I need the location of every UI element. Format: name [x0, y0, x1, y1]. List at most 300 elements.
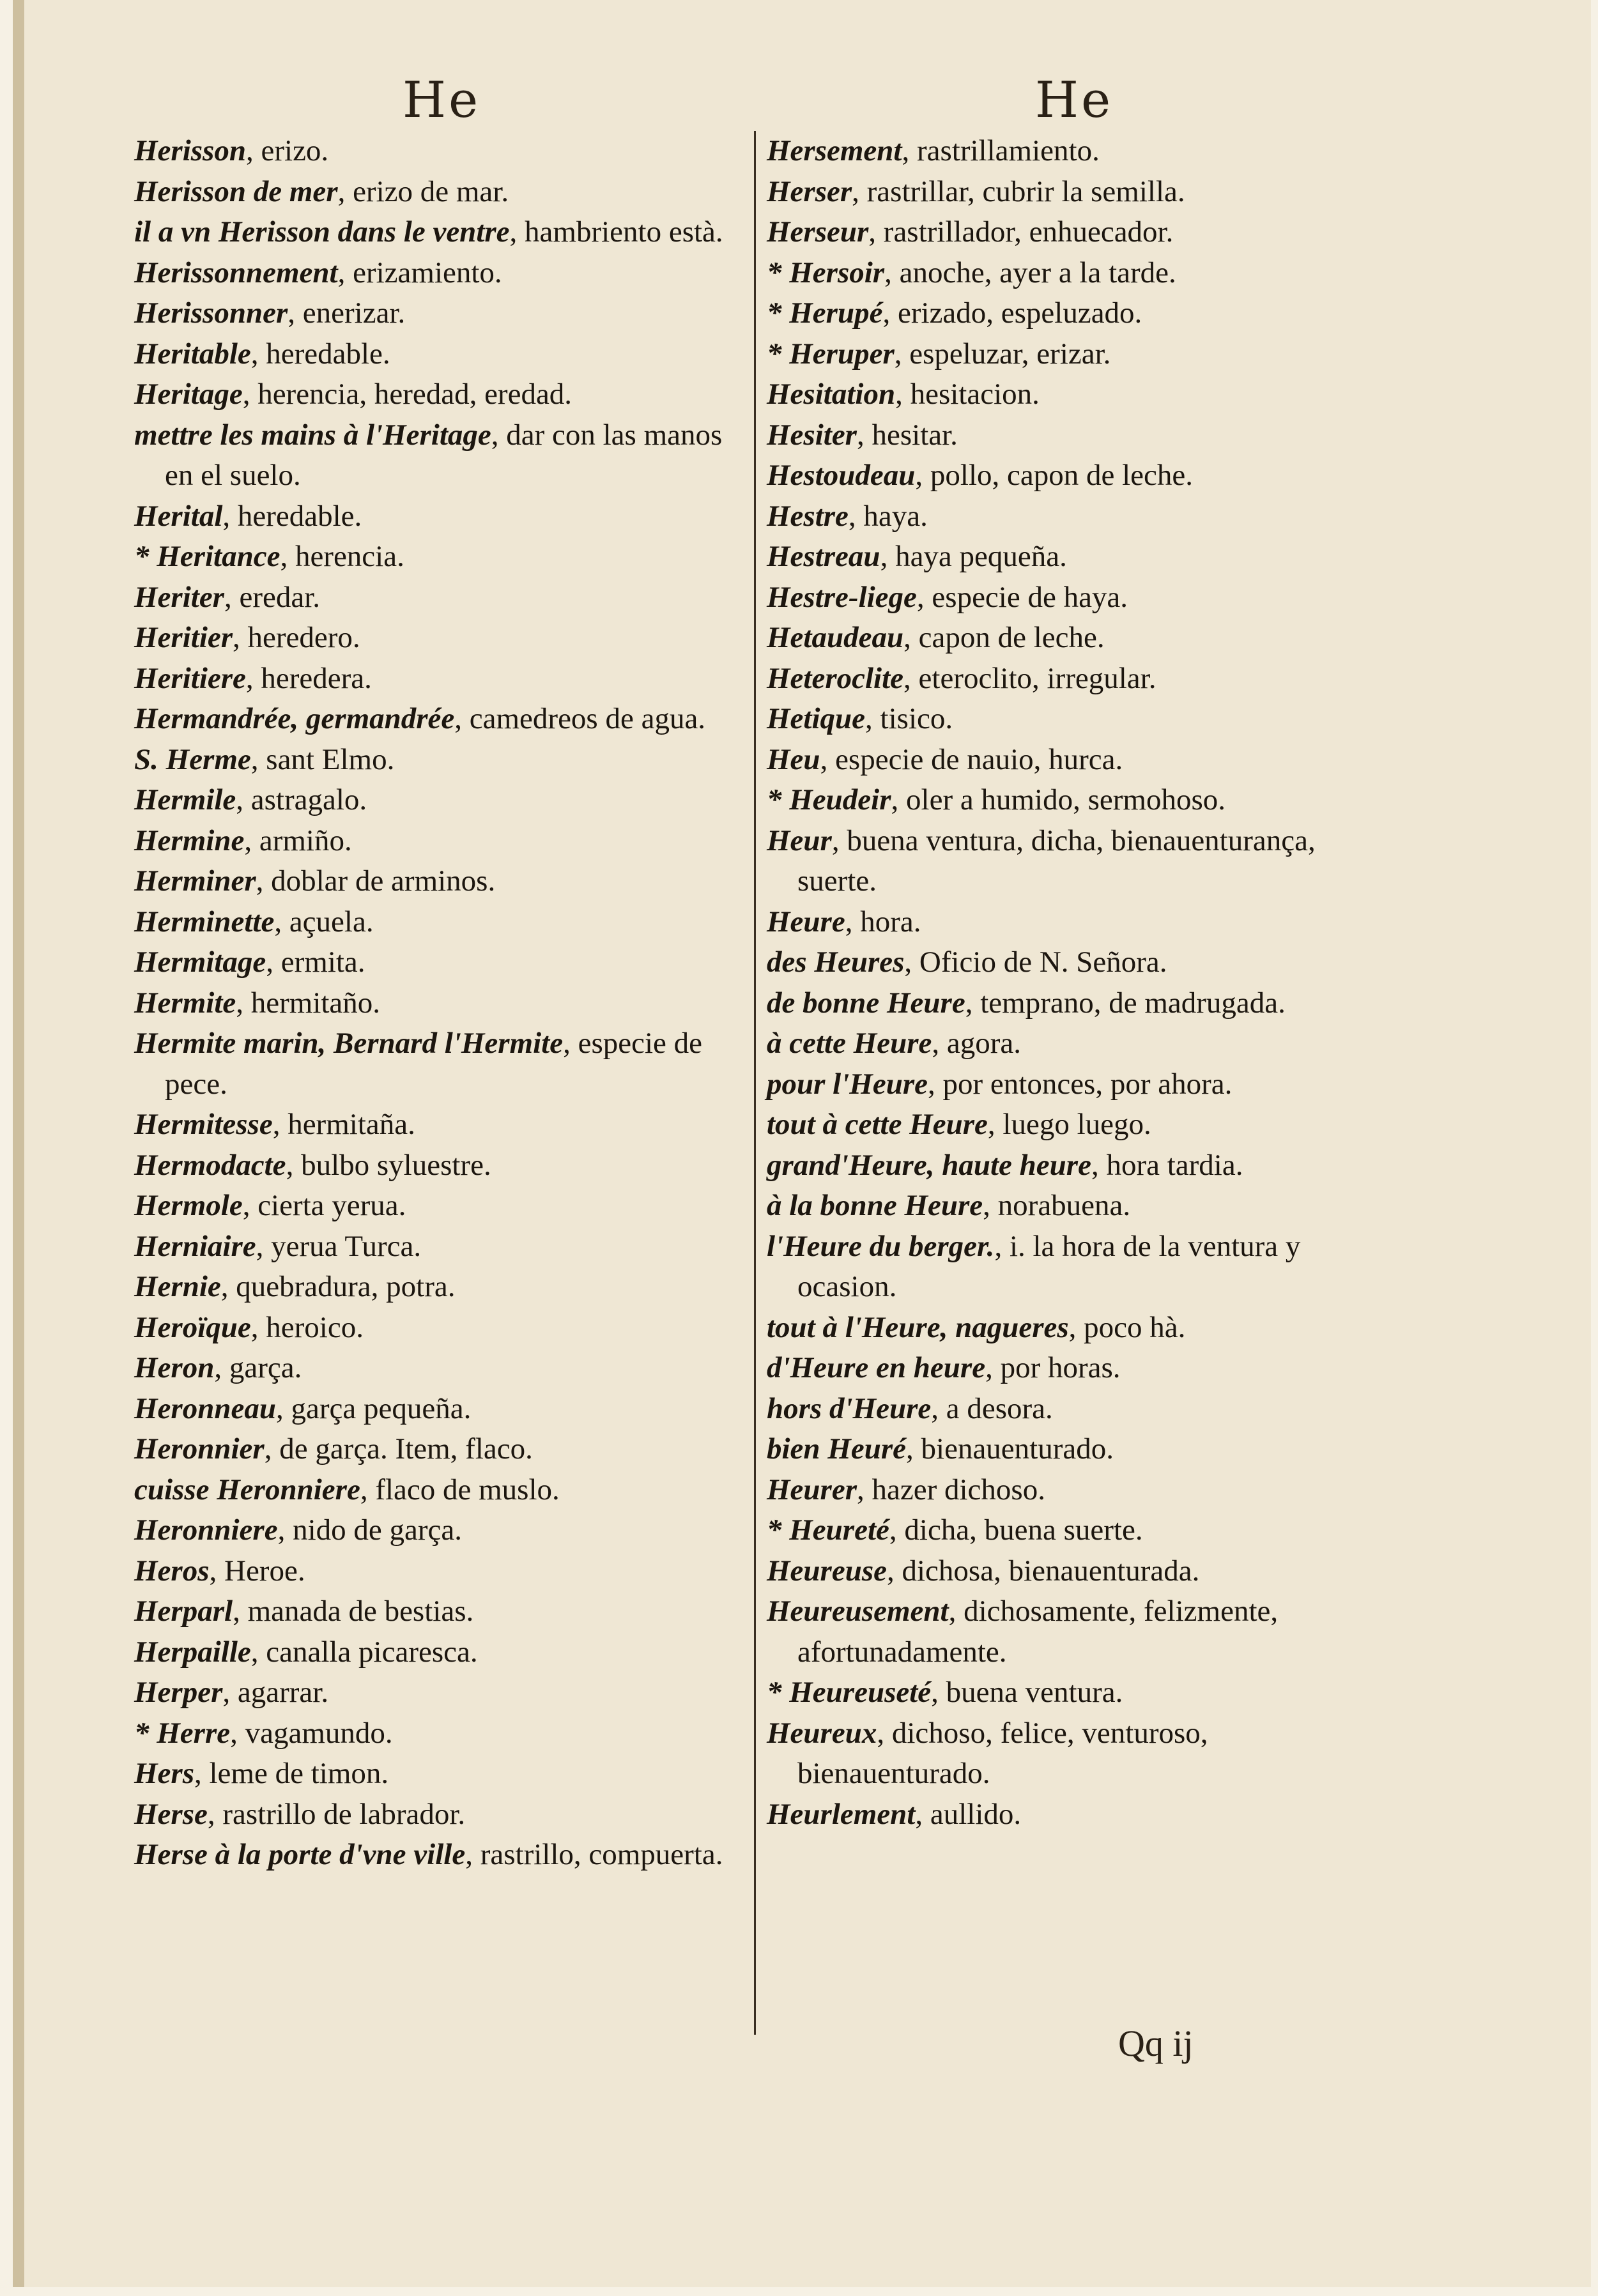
dictionary-entry — [767, 293, 1377, 334]
entry-translation: a desora. — [946, 1391, 1053, 1425]
entry-headword: tout à cette Heure — [767, 1108, 988, 1141]
entry-translation: dicha, buena suerte. — [904, 1513, 1143, 1547]
entry-separator: , — [276, 1391, 291, 1425]
entry-translation: manada de bestias. — [247, 1595, 474, 1628]
entry-headword: des Heures — [767, 945, 905, 979]
entry-headword: Hermine — [134, 823, 245, 857]
entry-headword: Hermole — [134, 1189, 243, 1222]
column-divider — [754, 131, 756, 2035]
dictionary-entry — [767, 1795, 1377, 1835]
entry-headword: Heure — [767, 905, 845, 938]
entry-headword: Hermite marin, Bernard l'Hermite — [134, 1027, 564, 1060]
entry-headword: S. Herme — [134, 742, 251, 776]
entry-headword: Hesitation — [767, 378, 896, 411]
entry-separator: , — [915, 459, 930, 492]
dictionary-entry — [767, 1389, 1377, 1430]
entry-separator: , — [1068, 1310, 1084, 1344]
entry-headword: Heriter — [134, 580, 224, 614]
entry-separator: , — [852, 174, 867, 208]
dictionary-entry — [767, 496, 1377, 537]
entry-headword: Hermandrée, germandrée — [134, 702, 455, 735]
entry-translation: aullido. — [930, 1797, 1022, 1831]
dictionary-entry — [767, 334, 1377, 375]
entry-headword: Heritier — [134, 621, 233, 654]
entry-separator: , — [194, 1757, 210, 1790]
entry-headword: Heur — [767, 823, 832, 857]
entry-translation: hermitaña. — [288, 1108, 415, 1141]
dictionary-entry — [134, 1754, 748, 1795]
entry-translation: erizamiento. — [353, 256, 502, 289]
entry-headword: Heritiere — [134, 661, 246, 695]
dictionary-entry — [767, 942, 1377, 983]
entry-headword: Herisson — [134, 134, 246, 167]
dictionary-entry — [767, 1227, 1377, 1308]
entry-headword: Hesiter — [767, 418, 857, 452]
entry-translation: hermitaño. — [250, 986, 381, 1020]
entry-translation: dichosa, bienauenturada. — [902, 1554, 1200, 1588]
entry-separator: , — [904, 945, 919, 979]
entry-translation: erizo. — [261, 134, 329, 167]
entry-translation: rastrillamiento. — [916, 134, 1100, 167]
dictionary-entry — [767, 659, 1377, 700]
entry-separator: , — [224, 580, 240, 614]
entry-separator: , — [902, 134, 917, 167]
entry-translation: especie de haya. — [932, 580, 1128, 614]
entry-separator: , — [233, 621, 248, 654]
entry-headword: Herser — [767, 174, 852, 208]
entry-translation: doblar de arminos. — [271, 864, 496, 898]
dictionary-entry — [134, 618, 748, 659]
entry-headword: Herisson de mer — [134, 174, 338, 208]
entry-separator: , — [903, 621, 919, 654]
dictionary-entry — [767, 374, 1377, 415]
entry-headword: * Heureté — [767, 1513, 889, 1547]
entry-separator: , — [877, 1716, 892, 1750]
entry-translation: bienauenturado. — [921, 1432, 1114, 1466]
entry-separator: , — [250, 742, 266, 776]
entry-separator: , — [233, 1595, 248, 1628]
dictionary-entry — [134, 1308, 748, 1349]
entry-headword: Heronneau — [134, 1391, 276, 1425]
entry-translation: haya pequeña. — [895, 540, 1067, 573]
entry-headword: Herseur — [767, 215, 869, 249]
dictionary-entry — [134, 212, 748, 253]
dictionary-entry — [134, 415, 748, 496]
dictionary-entry — [767, 821, 1377, 902]
dictionary-entry — [767, 983, 1377, 1024]
entry-translation: hambriento està. — [525, 215, 723, 249]
entry-translation: rastrillar, cubrir la semilla. — [866, 174, 1185, 208]
entry-headword: grand'Heure, haute heure — [767, 1148, 1091, 1182]
dictionary-entry — [134, 1713, 748, 1754]
entry-separator: , — [882, 296, 898, 330]
entry-headword: * Heritance — [134, 540, 280, 573]
entry-separator: , — [848, 499, 864, 533]
entry-headword: Hestre-liege — [767, 580, 917, 614]
running-head-right: He — [1035, 72, 1114, 129]
entry-separator: , — [209, 1554, 224, 1588]
entry-translation: oler a humido, sermohoso. — [906, 783, 1225, 816]
entry-headword: Herpaille — [134, 1635, 251, 1669]
entry-translation: eredar. — [239, 580, 321, 614]
entry-separator: , — [337, 256, 353, 289]
dictionary-entry — [767, 1308, 1377, 1349]
entry-headword: Herniaire — [134, 1229, 256, 1263]
entry-headword: Heros — [134, 1554, 210, 1588]
entry-headword: Heronniere — [134, 1513, 278, 1547]
entry-headword: Herminer — [134, 864, 256, 898]
dictionary-entry — [134, 740, 748, 781]
entry-translation: especie de nauio, hurca. — [835, 742, 1123, 776]
entry-headword: Hetique — [767, 702, 866, 735]
entry-headword: Hestre — [767, 499, 849, 533]
dictionary-entry — [134, 537, 748, 578]
dictionary-entry — [767, 1064, 1377, 1105]
entry-headword: Hestoudeau — [767, 459, 916, 492]
entry-translation: erizo de mar. — [353, 174, 509, 208]
dictionary-entry — [134, 1672, 748, 1713]
entry-headword: Heurer — [767, 1473, 857, 1506]
entry-translation: leme de timon. — [209, 1757, 389, 1790]
entry-headword: hors d'Heure — [767, 1391, 932, 1425]
entry-translation: rastrillo de labrador. — [222, 1797, 466, 1831]
entry-translation: buena ventura, dicha, bienauenturança, suerte. — [797, 823, 1316, 898]
entry-separator: , — [903, 661, 919, 695]
dictionary-entry — [134, 1551, 748, 1592]
dictionary-entry — [134, 1348, 748, 1389]
signature-mark: Qq ij — [1118, 2023, 1194, 2064]
entry-separator: , — [236, 986, 251, 1020]
entry-separator: , — [454, 702, 470, 735]
dictionary-entry — [134, 172, 748, 213]
entry-translation: herencia. — [295, 540, 404, 573]
entry-translation: vagamundo. — [245, 1716, 393, 1750]
entry-translation: heredable. — [237, 499, 362, 533]
entry-separator: , — [865, 702, 880, 735]
entry-headword: Heureux — [767, 1716, 877, 1750]
entry-separator: , — [932, 1027, 947, 1060]
entry-headword: Hermitesse — [134, 1108, 273, 1141]
entry-separator: , — [277, 1513, 293, 1547]
dictionary-entry — [134, 496, 748, 537]
entry-translation: heredable. — [266, 337, 390, 371]
entry-separator: , — [272, 1108, 288, 1141]
entry-translation: agora. — [946, 1027, 1022, 1060]
dictionary-entry — [134, 1105, 748, 1145]
entry-headword: Heureusement — [767, 1595, 949, 1628]
dictionary-entry — [767, 455, 1377, 496]
entry-translation: sant Elmo. — [266, 742, 395, 776]
dictionary-entry — [134, 1429, 748, 1470]
entry-separator: , — [983, 1189, 998, 1222]
entry-translation: heroico. — [266, 1310, 364, 1344]
entry-headword: Hermodacte — [134, 1148, 286, 1182]
entry-translation: por entonces, por ahora. — [942, 1067, 1233, 1101]
entry-separator: , — [244, 823, 259, 857]
entry-headword: à la bonne Heure — [767, 1189, 983, 1222]
entry-headword: Hers — [134, 1757, 194, 1790]
entry-headword: * Heruper — [767, 337, 895, 371]
entry-translation: quebradura, potra. — [236, 1270, 456, 1303]
entry-separator: , — [491, 418, 507, 452]
dictionary-entry — [767, 1186, 1377, 1227]
dictionary-entry — [134, 983, 748, 1024]
dictionary-entry — [767, 1470, 1377, 1511]
entry-separator: , — [1091, 1148, 1107, 1182]
entry-translation: temprano, de madrugada. — [980, 986, 1286, 1020]
entry-translation: flaco de muslo. — [375, 1473, 560, 1506]
entry-headword: bien Heuré — [767, 1432, 907, 1466]
entry-translation: especie de pece. — [165, 1027, 702, 1101]
entry-headword: Heronnier — [134, 1432, 265, 1466]
entry-translation: i. la hora de la ventura y ocasion. — [797, 1229, 1301, 1303]
entry-separator: , — [274, 905, 289, 938]
entry-separator: , — [889, 1513, 905, 1547]
dictionary-entry — [134, 1023, 748, 1105]
entry-translation: enerizar. — [302, 296, 406, 330]
left-column — [134, 131, 748, 1876]
entry-headword: Herital — [134, 499, 223, 533]
entry-headword: * Herupé — [767, 296, 883, 330]
entry-translation: Oficio de N. Señora. — [919, 945, 1167, 979]
dictionary-entry — [134, 374, 748, 415]
entry-separator: , — [868, 215, 884, 249]
entry-separator: , — [360, 1473, 376, 1506]
entry-separator: , — [831, 823, 847, 857]
entry-headword: cuisse Heronniere — [134, 1473, 360, 1506]
dictionary-entry — [134, 1470, 748, 1511]
entry-headword: Heteroclite — [767, 661, 904, 695]
entry-translation: hora tardia. — [1106, 1148, 1243, 1182]
entry-headword: Heroïque — [134, 1310, 251, 1344]
entry-translation: yerua Turca. — [271, 1229, 422, 1263]
entry-translation: eteroclito, irregular. — [918, 661, 1156, 695]
dictionary-entry — [134, 1267, 748, 1308]
entry-separator: , — [985, 1351, 1001, 1384]
dictionary-entry — [134, 131, 748, 172]
dictionary-entry — [767, 1713, 1377, 1795]
dictionary-entry — [134, 1591, 748, 1632]
dictionary-entry — [767, 172, 1377, 213]
entry-headword: l'Heure du berger. — [767, 1229, 995, 1263]
entry-translation: canalla picaresca. — [266, 1635, 478, 1669]
entry-headword: Herparl — [134, 1595, 233, 1628]
entry-headword: Herissonnement — [134, 256, 338, 289]
entry-separator: , — [250, 337, 266, 371]
dictionary-entry — [767, 253, 1377, 294]
entry-separator: , — [965, 986, 981, 1020]
entry-translation: rastrillador, enhuecador. — [883, 215, 1174, 249]
entry-headword: pour l'Heure — [767, 1067, 928, 1101]
entry-headword: Heureuse — [767, 1554, 887, 1588]
dictionary-entry — [134, 578, 748, 618]
dictionary-entry — [767, 1105, 1377, 1145]
entry-separator: , — [222, 499, 238, 533]
entry-translation: tisico. — [880, 702, 953, 735]
entry-separator: , — [563, 1027, 578, 1060]
dictionary-entry — [767, 740, 1377, 781]
dictionary-entry — [767, 1023, 1377, 1064]
dictionary-entry — [134, 659, 748, 700]
entry-translation: cierta yerua. — [257, 1189, 406, 1222]
entry-separator: , — [288, 296, 303, 330]
entry-separator: , — [891, 783, 907, 816]
dictionary-entry — [767, 1672, 1377, 1713]
entry-separator: , — [220, 1270, 236, 1303]
dictionary-entry — [767, 537, 1377, 578]
entry-headword: Herper — [134, 1676, 223, 1709]
dictionary-entry — [134, 861, 748, 902]
entry-headword: Heurlement — [767, 1797, 916, 1831]
entry-headword: Hersement — [767, 134, 902, 167]
entry-headword: Hermile — [134, 783, 236, 816]
entry-headword: Heritage — [134, 378, 243, 411]
entry-headword: Hetaudeau — [767, 621, 904, 654]
entry-separator: , — [880, 540, 896, 573]
dictionary-entry — [767, 780, 1377, 821]
entry-translation: garça. — [229, 1351, 302, 1384]
entry-separator: , — [509, 215, 525, 249]
entry-separator: , — [987, 1108, 1003, 1141]
entry-translation: norabuena. — [997, 1189, 1131, 1222]
entry-translation: hora. — [860, 905, 921, 938]
dictionary-entry — [767, 1591, 1377, 1672]
dictionary-entry — [767, 1551, 1377, 1592]
entry-translation: dichosamente, felizmente, afortunadamente. — [797, 1595, 1279, 1669]
entry-separator: , — [222, 1676, 238, 1709]
dictionary-entry — [767, 578, 1377, 618]
entry-separator: , — [286, 1148, 302, 1182]
entry-headword: Heron — [134, 1351, 215, 1384]
dictionary-entry — [767, 1145, 1377, 1186]
entry-separator: , — [256, 864, 272, 898]
entry-translation: anoche, ayer a la tarde. — [899, 256, 1176, 289]
dictionary-entry — [767, 212, 1377, 253]
entry-translation: buena ventura. — [946, 1676, 1123, 1709]
dictionary-entry — [134, 1835, 748, 1876]
entry-separator: , — [250, 1310, 266, 1344]
entry-headword: Hestreau — [767, 540, 880, 573]
entry-headword: Heritable — [134, 337, 251, 371]
dictionary-entry — [134, 334, 748, 375]
dictionary-entry — [134, 253, 748, 294]
entry-separator: , — [242, 1189, 258, 1222]
entry-separator: , — [845, 905, 861, 938]
entry-translation: hazer dichoso. — [872, 1473, 1045, 1506]
dictionary-entry — [134, 902, 748, 943]
dictionary-entry — [134, 1795, 748, 1835]
entry-translation: por horas. — [1000, 1351, 1121, 1384]
entry-translation: garça pequeña. — [291, 1391, 472, 1425]
entry-separator: , — [916, 580, 932, 614]
entry-separator: , — [906, 1432, 921, 1466]
dictionary-entry — [767, 902, 1377, 943]
entry-separator: , — [280, 540, 295, 573]
entry-translation: luego luego. — [1003, 1108, 1151, 1141]
entry-translation: açuela. — [289, 905, 374, 938]
entry-separator: , — [266, 945, 281, 979]
dictionary-entry — [767, 699, 1377, 740]
entry-headword: * Heureuseté — [767, 1676, 932, 1709]
entry-separator: , — [948, 1595, 964, 1628]
entry-separator: , — [994, 1229, 1010, 1263]
dictionary-entry — [134, 780, 748, 821]
entry-translation: haya. — [863, 499, 928, 533]
dictionary-entry — [134, 1145, 748, 1186]
entry-separator: , — [230, 1716, 245, 1750]
dictionary-entry — [767, 1510, 1377, 1551]
entry-headword: Herse à la porte d'vne ville — [134, 1838, 466, 1871]
entry-translation: ermita. — [280, 945, 365, 979]
entry-headword: Herse — [134, 1797, 208, 1831]
dictionary-entry — [134, 821, 748, 862]
entry-separator: , — [264, 1432, 280, 1466]
dictionary-entry — [134, 1186, 748, 1227]
entry-headword: de bonne Heure — [767, 986, 965, 1020]
entry-headword: Herminette — [134, 905, 275, 938]
entry-translation: de garça. Item, flaco. — [279, 1432, 533, 1466]
entry-translation: dichoso, felice, venturoso, bienauenturado. — [797, 1716, 1208, 1790]
entry-separator: , — [250, 1635, 266, 1669]
running-head-left: He — [403, 72, 481, 129]
entry-separator: , — [337, 174, 353, 208]
entry-separator: , — [894, 337, 910, 371]
entry-separator: , — [856, 418, 872, 452]
dictionary-entry — [134, 1510, 748, 1551]
entry-headword: à cette Heure — [767, 1027, 932, 1060]
entry-headword: * Heudeir — [767, 783, 891, 816]
entry-separator: , — [820, 742, 836, 776]
entry-separator: , — [887, 1554, 902, 1588]
entry-separator: , — [245, 661, 261, 695]
dictionary-entry — [767, 1429, 1377, 1470]
entry-translation: astragalo. — [250, 783, 367, 816]
entry-translation: rastrillo, compuerta. — [480, 1838, 723, 1871]
entry-translation: armiño. — [259, 823, 352, 857]
entry-separator: , — [915, 1797, 930, 1831]
right-column — [767, 131, 1377, 1835]
entry-translation: hesitacion. — [910, 378, 1040, 411]
entry-separator: , — [246, 134, 261, 167]
entry-translation: herencia, heredad, eredad. — [257, 378, 572, 411]
dictionary-entry — [134, 293, 748, 334]
entry-headword: Hermite — [134, 986, 236, 1020]
entry-separator: , — [931, 1676, 946, 1709]
entry-translation: nido de garça. — [293, 1513, 462, 1547]
entry-translation: dar con las manos en el suelo. — [165, 418, 723, 492]
entry-translation: bulbo syluestre. — [301, 1148, 491, 1182]
entry-headword: Hernie — [134, 1270, 221, 1303]
entry-separator: , — [465, 1838, 480, 1871]
entry-separator: , — [214, 1351, 229, 1384]
entry-headword: d'Heure en heure — [767, 1351, 986, 1384]
entry-headword: * Hersoir — [767, 256, 885, 289]
dictionary-entry — [767, 131, 1377, 172]
dictionary-entry — [767, 415, 1377, 456]
entry-translation: capon de leche. — [918, 621, 1105, 654]
dictionary-entry — [767, 618, 1377, 659]
entry-headword: Hermitage — [134, 945, 266, 979]
entry-translation: espeluzar, erizar. — [909, 337, 1111, 371]
entry-translation: agarrar. — [237, 1676, 329, 1709]
entry-separator: , — [256, 1229, 272, 1263]
entry-separator: , — [242, 378, 258, 411]
dictionary-entry — [134, 1389, 748, 1430]
dictionary-entry — [134, 942, 748, 983]
entry-translation: camedreos de agua. — [469, 702, 706, 735]
entry-separator: , — [928, 1067, 943, 1101]
dictionary-entry — [134, 1227, 748, 1267]
